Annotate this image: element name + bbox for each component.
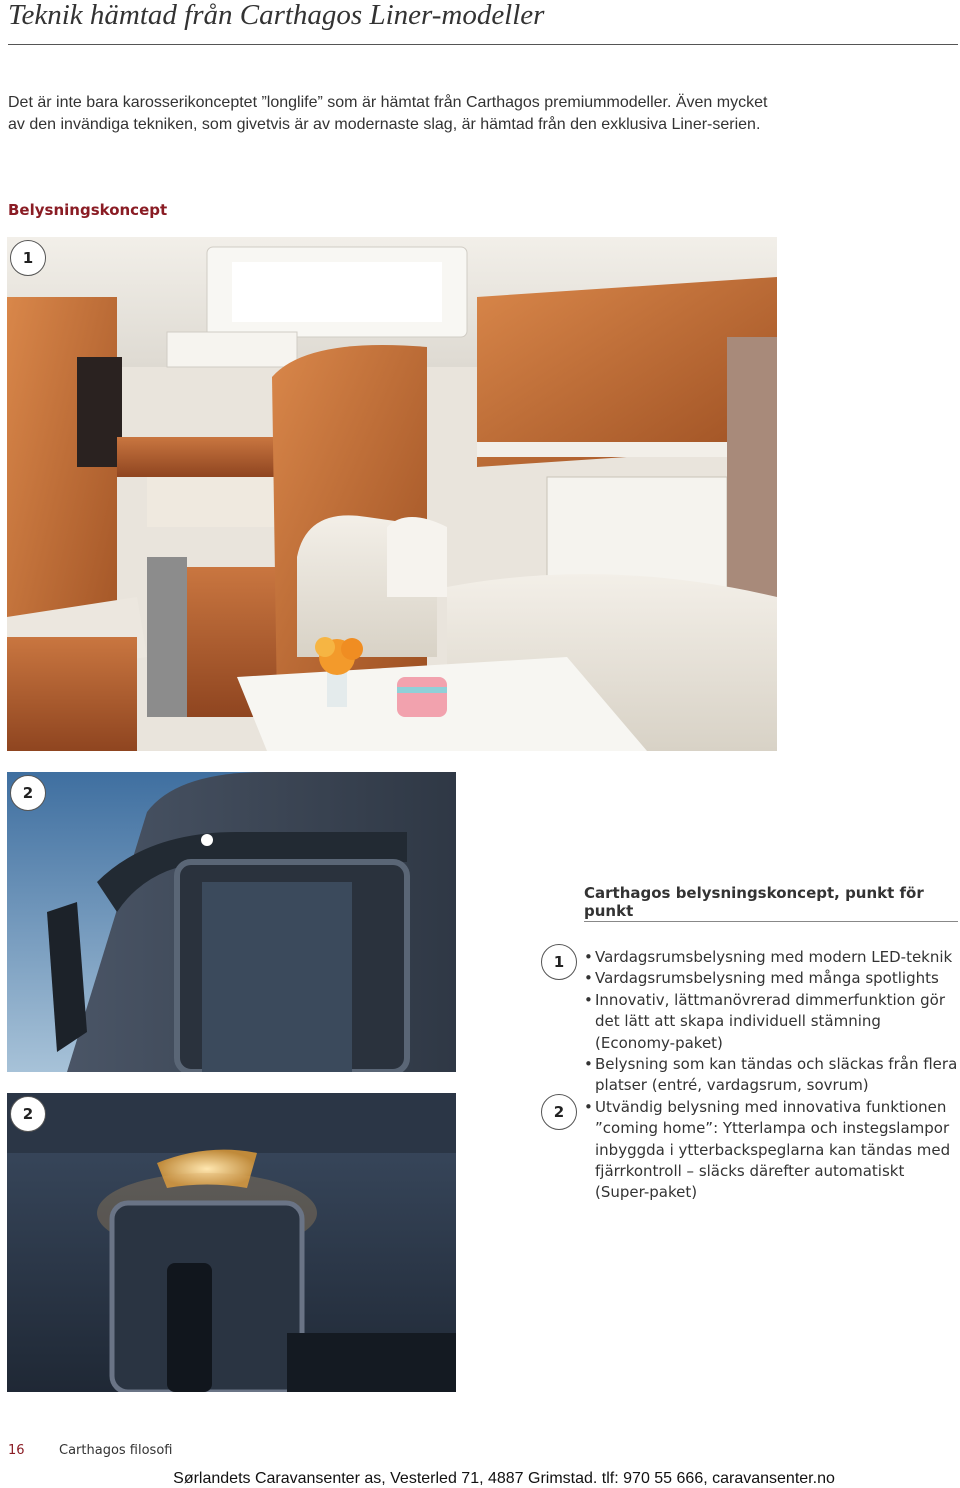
- interior-photo: [7, 237, 777, 751]
- photo-marker-2a: 2: [10, 775, 46, 811]
- exterior-night-photo: [7, 1093, 456, 1392]
- section-heading: Belysningskoncept: [8, 201, 168, 219]
- list-item: • Vardagsrumsbelysning med många spotlights: [584, 968, 960, 989]
- exterior-mirror-photo: [7, 772, 456, 1072]
- list-marker-1: 1: [541, 944, 577, 980]
- page-title: Teknik hämtad från Carthagos Liner-modeller: [8, 0, 545, 31]
- lighting-list-divider: [584, 921, 958, 922]
- list-marker-2: 2: [541, 1094, 577, 1130]
- title-divider: [8, 44, 958, 45]
- list-item: • Vardagsrumsbelysning med modern LED-teknik: [584, 947, 960, 968]
- list-item: • Innovativ, lättmanövrerad dimmerfunktion gör det lätt att skapa individuell stämning (Economy-paket): [584, 990, 960, 1054]
- footer-section-title: Carthagos filosofi: [59, 1443, 173, 1458]
- lighting-feature-list: [584, 947, 960, 1204]
- photo-marker-2b: 2: [10, 1096, 46, 1132]
- dealer-contact: Sørlandets Caravansenter as, Vesterled 71, 4887 Grimstad. tlf: 970 55 666, caravansenter.no: [173, 1470, 835, 1487]
- list-item: • Utvändig belysning med innovativa funktionen ”coming home”: Ytterlampa och instegslampor inbyggda i ytterbackspeglarna kan tändas med fjärrkontroll – släcks därefter automatiskt (Super-paket): [584, 1097, 960, 1204]
- photo-marker-1: 1: [10, 240, 46, 276]
- list-item: • Belysning som kan tändas och släckas från flera platser (entré, vardagsrum, sovrum): [584, 1054, 960, 1097]
- intro-paragraph: Det är inte bara karosserikonceptet ”longlife” som är hämtat från Carthagos premiummodeller. Även mycket av den invändiga tekniken, som givetvis är av modernaste slag, är hämtad från den exklusiva Liner-serien.: [8, 94, 768, 133]
- lighting-list-heading: Carthagos belysningskoncept, punkt för punkt: [584, 884, 924, 920]
- page-number: 16: [8, 1443, 25, 1458]
